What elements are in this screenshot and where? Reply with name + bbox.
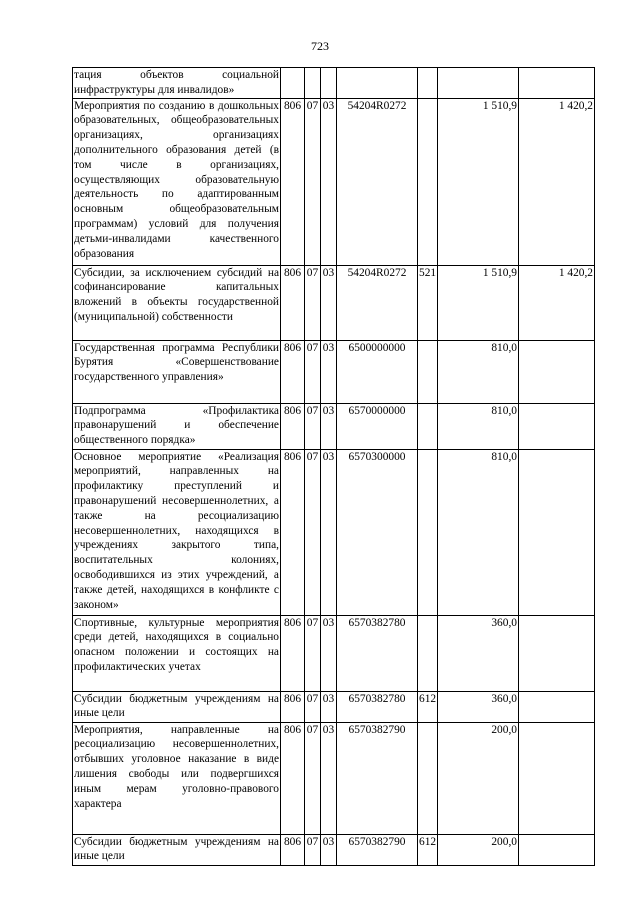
- ministry-code-cell: 806: [281, 340, 305, 403]
- amount-year1-cell: 1 510,9: [438, 265, 519, 340]
- amount-year2-cell: 1 420,2: [519, 98, 595, 265]
- table-row: [73, 340, 595, 403]
- table-row: [73, 98, 595, 265]
- section-code-cell: 07: [305, 265, 321, 340]
- budget-table-body: [73, 68, 595, 866]
- target-article-cell: 6570382780: [337, 615, 418, 691]
- target-article-cell: [337, 68, 418, 99]
- table-row: [73, 615, 595, 691]
- ministry-code-cell: 806: [281, 98, 305, 265]
- table-row: [73, 691, 595, 722]
- amount-year1-cell: 810,0: [438, 340, 519, 403]
- target-article-cell: 6570382780: [337, 691, 418, 722]
- expense-type-cell: [418, 722, 438, 834]
- table-row: [73, 265, 595, 340]
- target-article-cell: 54204R0272: [337, 265, 418, 340]
- item-name-cell: Мероприятия по созданию в дошкольных образовательных, общеобразовательных организациях, организациях дополнительного образования детей (в том числе в организациях, осуществляющих образовательную деятельность по адаптированным основным общеобразовательным программам) условий для получения детьми-инвалидами качественного образования: [73, 98, 281, 265]
- subsection-code-cell: 03: [321, 265, 337, 340]
- item-name-cell: Субсидии бюджетным учреждениям на иные цели: [73, 834, 281, 865]
- subsection-code-cell: 03: [321, 403, 337, 449]
- subsection-code-cell: 03: [321, 691, 337, 722]
- amount-year1-cell: [438, 68, 519, 99]
- ministry-code-cell: 806: [281, 403, 305, 449]
- amount-year2-cell: [519, 722, 595, 834]
- section-code-cell: 07: [305, 615, 321, 691]
- amount-year2-cell: [519, 340, 595, 403]
- ministry-code-cell: [281, 68, 305, 99]
- ministry-code-cell: 806: [281, 834, 305, 865]
- amount-year1-cell: 360,0: [438, 615, 519, 691]
- amount-year1-cell: 810,0: [438, 403, 519, 449]
- amount-year1-cell: 810,0: [438, 449, 519, 615]
- expense-type-cell: [418, 68, 438, 99]
- expense-type-cell: 612: [418, 691, 438, 722]
- ministry-code-cell: 806: [281, 449, 305, 615]
- amount-year1-cell: 200,0: [438, 722, 519, 834]
- section-code-cell: 07: [305, 722, 321, 834]
- item-name-cell: Подпрограмма «Профилактика правонарушений и обеспечение общественного порядка»: [73, 403, 281, 449]
- section-code-cell: [305, 68, 321, 99]
- item-name-cell: Мероприятия, направленные на ресоциализацию несовершеннолетних, отбывших уголовное наказание в виде лишения свободы или подвергшихся иным мерам уголовно-правового характера: [73, 722, 281, 834]
- table-row: [73, 722, 595, 834]
- amount-year2-cell: [519, 449, 595, 615]
- ministry-code-cell: 806: [281, 615, 305, 691]
- page-number: 723: [311, 39, 329, 53]
- expense-type-cell: 612: [418, 834, 438, 865]
- amount-year2-cell: 1 420,2: [519, 265, 595, 340]
- amount-year1-cell: 360,0: [438, 691, 519, 722]
- expense-type-cell: [418, 403, 438, 449]
- amount-year2-cell: [519, 403, 595, 449]
- table-row: [73, 834, 595, 865]
- amount-year2-cell: [519, 691, 595, 722]
- target-article-cell: 54204R0272: [337, 98, 418, 265]
- subsection-code-cell: 03: [321, 615, 337, 691]
- subsection-code-cell: 03: [321, 340, 337, 403]
- target-article-cell: 6570382790: [337, 722, 418, 834]
- amount-year2-cell: [519, 834, 595, 865]
- item-name-cell: Субсидии, за исключением субсидий на софинансирование капитальных вложений в объекты государственной (муниципальной) собственности: [73, 265, 281, 340]
- ministry-code-cell: 806: [281, 691, 305, 722]
- item-name-cell: Основное мероприятие «Реализация мероприятий, направленных на профилактику преступлений и правонарушений несовершеннолетних, а также на ресоциализацию несовершеннолетних, находящихся в учреждениях закрытого типа, воспитательных колониях, освободившихся из этих учреждений, а также детей, находящихся в конфликте с законом»: [73, 449, 281, 615]
- ministry-code-cell: 806: [281, 265, 305, 340]
- target-article-cell: 6570382790: [337, 834, 418, 865]
- amount-year2-cell: [519, 68, 595, 99]
- ministry-code-cell: 806: [281, 722, 305, 834]
- expense-type-cell: [418, 449, 438, 615]
- amount-year1-cell: 200,0: [438, 834, 519, 865]
- target-article-cell: 6500000000: [337, 340, 418, 403]
- table-row: [73, 403, 595, 449]
- section-code-cell: 07: [305, 834, 321, 865]
- expense-type-cell: [418, 615, 438, 691]
- expense-type-cell: 521: [418, 265, 438, 340]
- subsection-code-cell: 03: [321, 834, 337, 865]
- amount-year1-cell: 1 510,9: [438, 98, 519, 265]
- section-code-cell: 07: [305, 449, 321, 615]
- budget-table: [72, 67, 595, 866]
- subsection-code-cell: 03: [321, 722, 337, 834]
- amount-year2-cell: [519, 615, 595, 691]
- item-name-cell: Субсидии бюджетным учреждениям на иные цели: [73, 691, 281, 722]
- item-name-cell: Спортивные, культурные мероприятия среди детей, находящихся в социально опасном положении и состоящих на профилактических учетах: [73, 615, 281, 691]
- item-name-cell: тация объектов социальной инфраструктуры для инвалидов»: [73, 68, 281, 99]
- section-code-cell: 07: [305, 98, 321, 265]
- subsection-code-cell: [321, 68, 337, 99]
- expense-type-cell: [418, 98, 438, 265]
- table-row: [73, 68, 595, 99]
- subsection-code-cell: 03: [321, 449, 337, 615]
- table-row: [73, 449, 595, 615]
- item-name-cell: Государственная программа Республики Бурятия «Совершенствование государственного управления»: [73, 340, 281, 403]
- target-article-cell: 6570000000: [337, 403, 418, 449]
- section-code-cell: 07: [305, 403, 321, 449]
- section-code-cell: 07: [305, 691, 321, 722]
- target-article-cell: 6570300000: [337, 449, 418, 615]
- subsection-code-cell: 03: [321, 98, 337, 265]
- section-code-cell: 07: [305, 340, 321, 403]
- expense-type-cell: [418, 340, 438, 403]
